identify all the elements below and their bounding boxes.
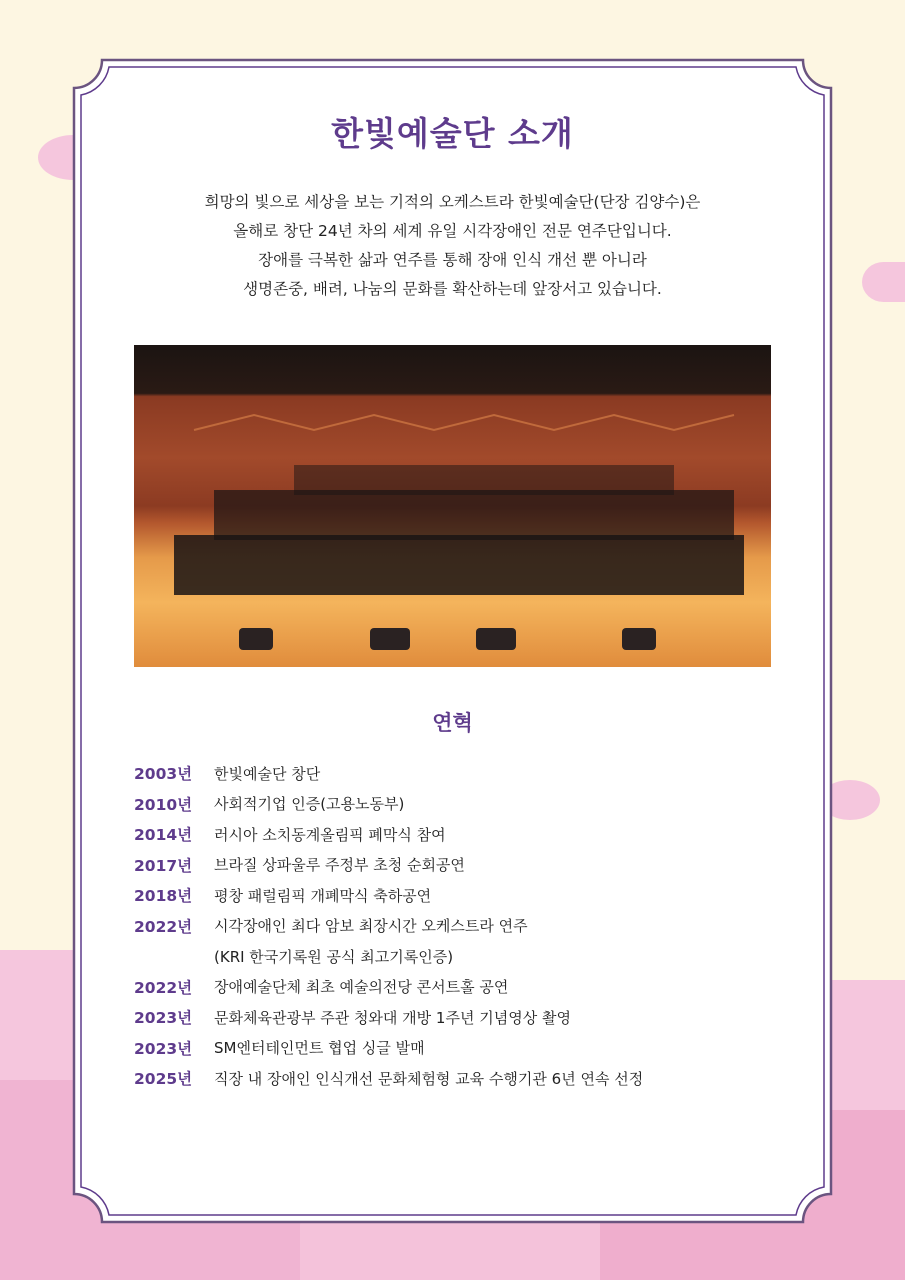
history-event: 문화체육관광부 주관 청와대 개방 1주년 기념영상 촬영: [214, 1008, 571, 1027]
history-year: 2025년: [134, 1070, 193, 1089]
history-heading: 연혁: [432, 711, 473, 735]
history-year: 2014년: [134, 826, 193, 845]
history-item: [134, 819, 774, 850]
history-year: 2010년: [134, 795, 193, 814]
intro-paragraph: [0, 188, 905, 304]
history-item: [134, 758, 774, 789]
history-event: 평창 패럴림픽 개폐막식 축하공연: [214, 886, 432, 905]
history-item: [134, 789, 774, 820]
page-title: 한빛예술단 소개: [331, 114, 574, 153]
intro-line: 희망의 빛으로 세상을 보는 기적의 오케스트라 한빛예술단(단장 김양수)은: [204, 193, 701, 211]
history-year: 2023년: [134, 1009, 193, 1028]
history-year: 2022년: [134, 978, 193, 997]
history-item: [134, 1002, 774, 1033]
intro-line: 장애를 극복한 삶과 연주를 통해 장애 인식 개선 뿐 아니라: [258, 251, 647, 269]
history-event: 브라질 상파울루 주정부 초청 순회공연: [214, 856, 465, 875]
history-year: 2018년: [134, 887, 193, 906]
history-event: 사회적기업 인증(고용노동부): [214, 795, 405, 814]
intro-line: 생명존중, 배려, 나눔의 문화를 확산하는데 앞장서고 있습니다.: [243, 280, 662, 298]
history-event: 한빛예술단 창단: [214, 764, 321, 783]
history-item: [134, 850, 774, 881]
history-item: [134, 1033, 774, 1064]
history-item: [134, 911, 774, 942]
history-event: 장애예술단체 최초 예술의전당 콘서트홀 공연: [214, 978, 509, 997]
history-year: 2023년: [134, 1039, 193, 1058]
history-event: 직장 내 장애인 인식개선 문화체험형 교육 수행기관 6년 연속 선정: [214, 1069, 644, 1088]
orchestra-photo: [134, 345, 771, 667]
history-list: [134, 758, 774, 1094]
intro-line: 올해로 창단 24년 차의 세계 유일 시각장애인 전문 연주단입니다.: [233, 222, 672, 240]
history-item: [134, 972, 774, 1003]
history-item: [134, 1063, 774, 1094]
history-event: 러시아 소치동계올림픽 폐막식 참여: [214, 825, 446, 844]
history-year: 2022년: [134, 917, 193, 936]
history-event: SM엔터테인먼트 협업 싱글 발매: [214, 1039, 425, 1058]
history-year: 2003년: [134, 765, 193, 784]
history-year: 2017년: [134, 856, 193, 875]
history-event: 시각장애인 최다 암보 최장시간 오케스트라 연주: [214, 917, 528, 936]
history-event: (KRI 한국기록원 공식 최고기록인증): [214, 947, 454, 966]
history-item: [134, 880, 774, 911]
history-item: [134, 941, 774, 972]
